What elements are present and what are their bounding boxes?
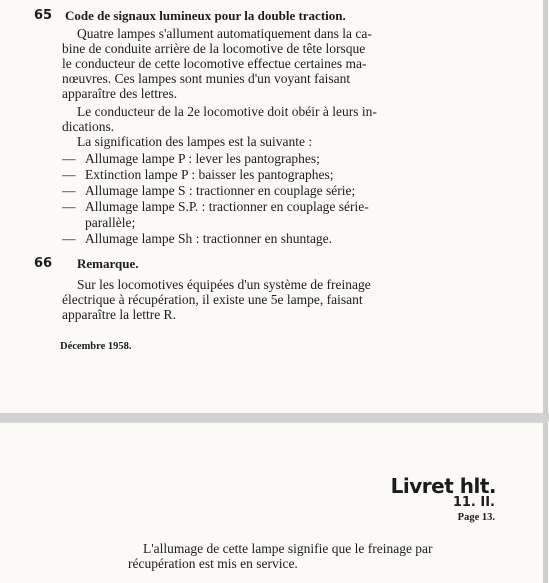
list-item-continuation: parallèle; (85, 214, 136, 230)
list-item (62, 231, 434, 247)
text-line: apparaître des lettres. (62, 86, 178, 101)
text-line: le conducteur de cette locomotive effectue certaines ma- (62, 56, 367, 71)
text-line: bine de conduite arrière de la locomotive de tête lorsque (62, 41, 366, 56)
list-item (62, 151, 434, 167)
issue-date: Décembre 1958. (60, 341, 132, 352)
section-65-paragraph-3: La signification des lampes est la suivante : (77, 134, 313, 149)
list-item (62, 199, 434, 230)
list-dash: — (62, 199, 76, 214)
text-line: L'allumage de cette lampe signifie que le freinage par (143, 541, 433, 556)
page-number: Page 13. (457, 512, 495, 523)
list-item (62, 183, 434, 199)
list-dash: — (62, 167, 76, 182)
page-separator (0, 413, 549, 422)
list-dash: — (62, 151, 76, 166)
list-item-text: Extinction lampe P : baisser les pantographes; (85, 167, 334, 182)
booklet-title: Livret hlt. (390, 474, 496, 498)
section-66-number: 66 (34, 256, 53, 271)
text-line: nœuvres. Ces lampes sont munies d'un voyant faisant (62, 71, 351, 86)
volume-number: 11. II. (452, 495, 495, 510)
section-65-number: 65 (34, 8, 53, 23)
text-line: dications. (62, 119, 115, 134)
text-line: électrique à récupération, il existe une 5e lampe, faisant (62, 292, 363, 307)
list-item-text: Allumage lampe Sh : tractionner en shuntage. (85, 231, 333, 246)
list-dash: — (62, 183, 76, 198)
list-item-text: Allumage lampe S.P. : tractionner en couplage série- (85, 199, 369, 214)
list-item-text: Allumage lampe S : tractionner en couplage série; (85, 183, 356, 198)
text-line: récupération est mis en service. (128, 556, 298, 571)
section-65-title: Code de signaux lumineux pour la double traction. (65, 8, 346, 23)
section-66-title: Remarque. (77, 256, 139, 271)
text-line: Quatre lampes s'allument automatiquement dans la ca- (77, 26, 372, 41)
list-item-text: Allumage lampe P : lever les pantographes; (85, 151, 320, 166)
text-line: Le conducteur de la 2e locomotive doit obéir à leurs in- (77, 104, 377, 119)
list-item (62, 167, 434, 183)
list-dash: — (62, 231, 76, 246)
text-line: apparaître la lettre R. (62, 307, 176, 322)
text-line: Sur les locomotives équipées d'un système de freinage (77, 277, 371, 292)
